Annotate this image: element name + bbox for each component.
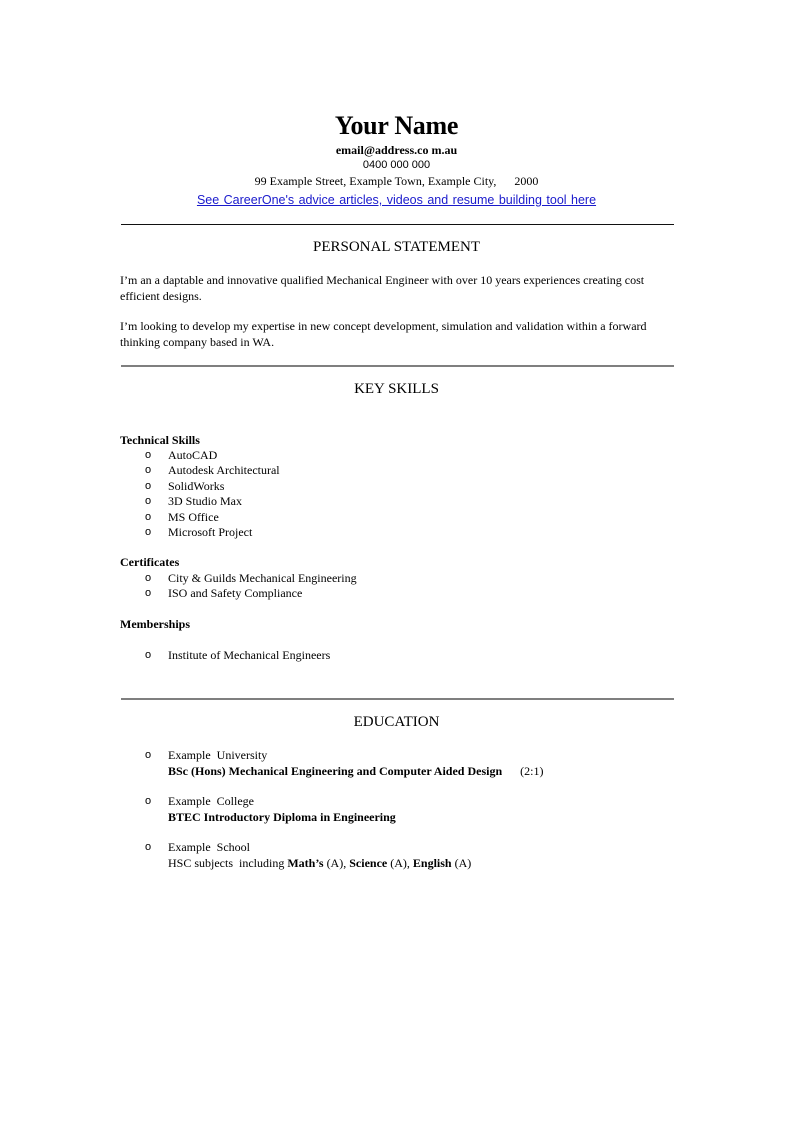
- education-entry: [120, 793, 680, 825]
- section-divider: [121, 698, 674, 700]
- qualification-grade: (2:1): [520, 764, 544, 778]
- list-item: o 3D Studio Max: [145, 494, 243, 509]
- hollow-bullet-icon: o: [145, 649, 152, 661]
- skills-group-heading-memberships: Memberships: [120, 617, 190, 631]
- hollow-bullet-icon: o: [145, 464, 152, 477]
- section-title-key-skills: KEY SKILLS: [354, 381, 439, 397]
- subject-name: English: [412, 856, 452, 870]
- section-divider: [121, 365, 674, 367]
- personal-statement-paragraph-2: I’m looking to develop my expertise in new concept development, simulation and validation within a forward thinking company based in WA.: [120, 319, 647, 349]
- hollow-bullet-icon: o: [145, 572, 152, 584]
- education-entry: [120, 747, 680, 779]
- memberships-list: [120, 648, 330, 663]
- technical-skills-list: [120, 448, 280, 540]
- institution-name: Example College: [168, 794, 254, 808]
- section-title-personal-statement: PERSONAL STATEMENT: [313, 239, 480, 255]
- careerone-advice-link[interactable]: See CareerOne's advice articles, videos and resume building tool here: [196, 193, 597, 207]
- list-item: o Microsoft Project: [145, 525, 253, 540]
- hollow-bullet-icon: o: [145, 795, 152, 807]
- subject-name: Math’s: [287, 856, 324, 870]
- skills-group-heading-certificates: Certificates: [120, 555, 180, 569]
- list-item: o Institute of Mechanical Engineers: [145, 648, 331, 662]
- certificates-list: [120, 571, 357, 602]
- list-item: o MS Office: [145, 509, 219, 524]
- hollow-bullet-icon: o: [145, 449, 152, 461]
- qualification-title: BSc (Hons) Mechanical Engineering and Computer Aided Design: [168, 764, 503, 778]
- list-item: o AutoCAD: [145, 448, 218, 462]
- hollow-bullet-icon: o: [145, 587, 152, 600]
- list-item: o ISO and Safety Compliance: [145, 586, 303, 601]
- education-entry: [120, 839, 680, 871]
- hollow-bullet-icon: o: [145, 526, 152, 539]
- hollow-bullet-icon: o: [145, 841, 152, 853]
- list-item: o Autodesk Architectural: [145, 463, 280, 478]
- qualification-line: [120, 763, 680, 779]
- section-title-education: EDUCATION: [353, 714, 440, 730]
- qualification-title: BTEC Introductory Diploma in Engineering: [168, 810, 396, 824]
- subject-name: Science: [349, 856, 388, 870]
- hollow-bullet-icon: o: [145, 510, 152, 523]
- subject-grade: (A),: [387, 856, 413, 870]
- hollow-bullet-icon: o: [145, 749, 152, 761]
- institution-name: Example School: [168, 840, 250, 854]
- email-address: email@address.co m.au: [335, 143, 458, 157]
- list-item: o City & Guilds Mechanical Engineering: [145, 571, 357, 585]
- street-address: 99 Example Street, Example Town, Example City, 2000: [254, 174, 539, 188]
- resume-header: [0, 111, 793, 209]
- hollow-bullet-icon: o: [145, 479, 152, 492]
- phone-number: 0400 000 000: [362, 159, 431, 171]
- hollow-bullet-icon: o: [145, 495, 152, 508]
- subjects-line: HSC subjects including Math’s (A), Science (A), English (A): [168, 856, 472, 870]
- header-divider: [121, 224, 674, 225]
- candidate-name: Your Name: [334, 111, 459, 140]
- personal-statement-paragraph-1: I’m an a daptable and innovative qualified Mechanical Engineer with over 10 years experiences creating cost efficient designs.: [120, 273, 645, 303]
- list-item: o SolidWorks: [145, 478, 225, 493]
- skills-group-heading-technical: Technical Skills: [120, 433, 200, 447]
- institution-name: Example University: [168, 748, 268, 762]
- subject-grade: (A): [451, 856, 472, 870]
- subject-grade: (A),: [323, 856, 350, 870]
